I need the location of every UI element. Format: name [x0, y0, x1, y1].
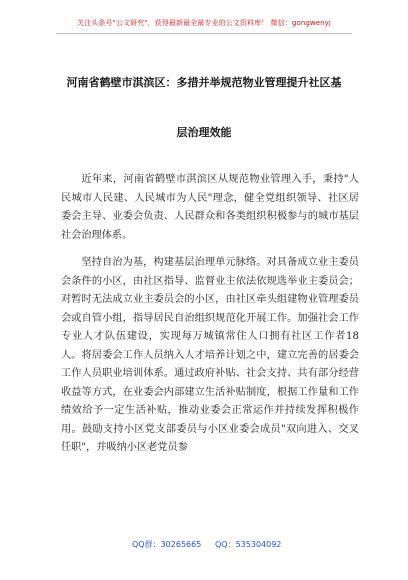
header-divider — [56, 33, 352, 34]
paragraph-self-governance: 坚持自治为基，构建基层治理单元脉络。对具备成立业主委员会条件的小区，由社区指导、监督业主依法依规选举业主委员会；对暂时无法成立业主委员会的小区，由社区牵头组建物业管理委员会或自管小组，指导居民自治组织规范化开展工作。加强社会工作专业人才队伍建设，实现每万城镇常住人口拥有社区工作者18人。将居委会工作人员纳入人才培养计划之中，建立完善的居委会工作人员职业培训体系。通过政府补贴、社会支持、共有部分经营收益等方式，在业委会内部建立生活补贴制度，根据工作量和工作绩效给予一定生活补贴，推动业委会正常运作并持续发挥积极作用。鼓励支持小区党支部委员与小区业委会成员"双向进入、交叉任职"，并吸纳小区老党员参 — [61, 257, 359, 453]
footer-qq-group: QQ群：30265665 — [132, 540, 202, 549]
header-note: 关注头条号"公文研究"，获得最新最全最专业的公文资料库！ 微信：gongwenyj — [77, 19, 331, 27]
footer-qq-contact: QQ：535304092 — [215, 540, 282, 549]
document-title-line-2: 层治理效能 — [176, 126, 232, 139]
document-title-line-1: 河南省鹤壁市淇滨区：多措并举规范物业管理提升社区基 — [66, 76, 342, 89]
paragraph-intro: 近年来，河南省鹤壁市淇滨区从规范物业管理入手，秉持"人民城市人民建、人民城市为人民"理念，健全党组织领导、社区居委会主导、业委会负责、人民群众和各类组织积极参与的城市基层社会治理体系。 — [61, 174, 359, 241]
